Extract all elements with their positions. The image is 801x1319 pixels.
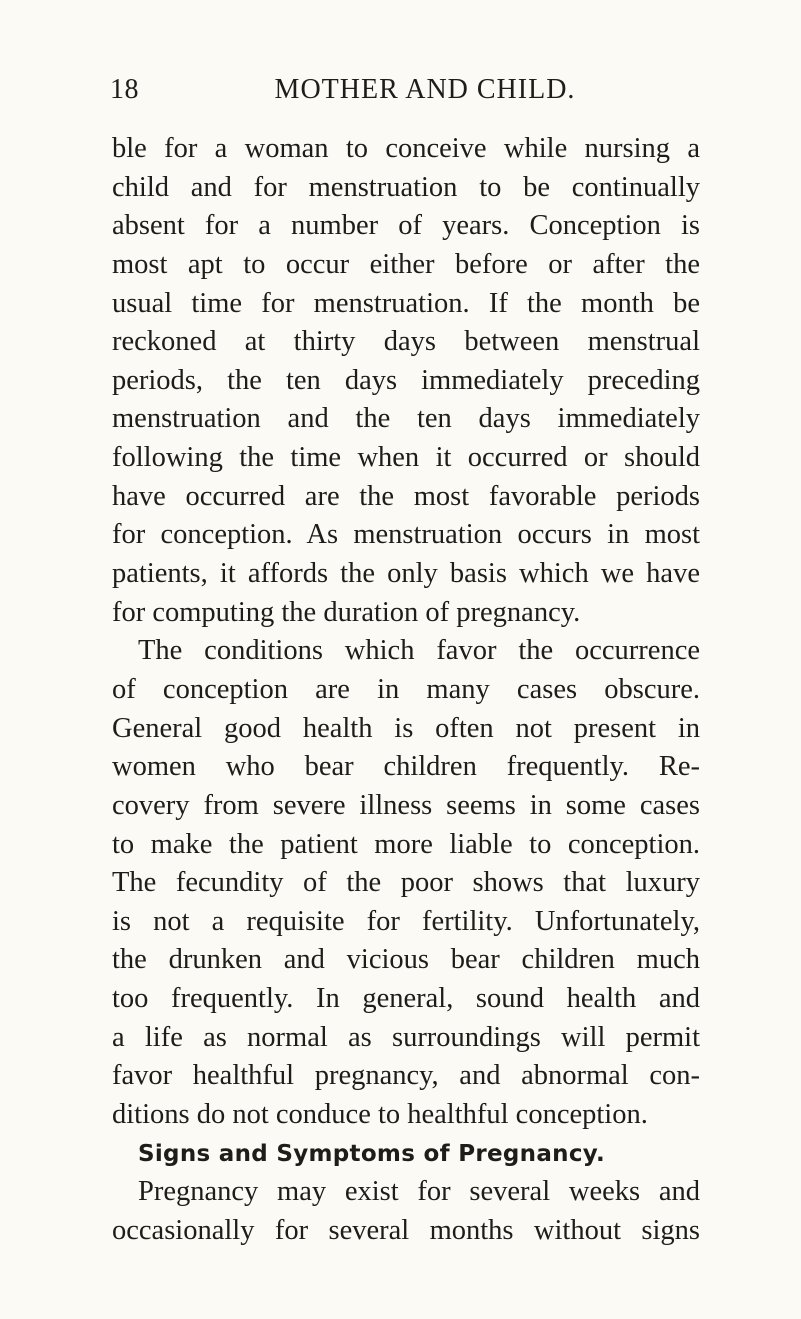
text-line: a life as normal as surroundings will permit xyxy=(112,1021,700,1053)
text-line: to make the patient more liable to conception. xyxy=(112,828,700,860)
paragraph-first-line: Pregnancy may exist for several weeks and xyxy=(138,1176,700,1208)
text-line: most apt to occur either before or after the xyxy=(112,248,700,280)
text-line: menstruation and the ten days immediately xyxy=(112,403,700,435)
text-line: ble for a woman to conceive while nursing a xyxy=(112,133,700,164)
text-line: child and for menstruation to be continually xyxy=(112,171,700,203)
text-line: too frequently. In general, sound health and xyxy=(112,983,700,1015)
text-line: favor healthful pregnancy, and abnormal con- xyxy=(112,1060,700,1092)
text-line: occasionally for several months without signs xyxy=(112,1214,700,1246)
text-line: have occurred are the most favorable periods xyxy=(112,480,700,512)
text-line: covery from severe illness seems in some cases xyxy=(112,789,700,821)
page-number: 18 xyxy=(110,74,139,105)
text-line: women who bear children frequently. Re- xyxy=(112,751,700,783)
text-line: patients, it affords the only basis which we have xyxy=(112,558,700,590)
text-line: periods, the ten days immediately preceding xyxy=(112,364,700,396)
text-line: The fecundity of the poor shows that luxury xyxy=(112,867,700,899)
text-line: ditions do not conduce to healthful conception. xyxy=(112,1099,648,1131)
body-text xyxy=(112,130,700,1251)
page-header xyxy=(110,74,710,114)
text-line: reckoned at thirty days between menstrual xyxy=(112,326,700,358)
running-title: MOTHER AND CHILD. xyxy=(274,74,576,105)
paragraph-first-line: The conditions which favor the occurrence xyxy=(138,635,700,667)
text-line: following the time when it occurred or should xyxy=(112,442,700,474)
section-heading: Signs and Symptoms of Pregnancy. xyxy=(138,1140,605,1167)
text-line: the drunken and vicious bear children much xyxy=(112,944,700,976)
text-line: for computing the duration of pregnancy. xyxy=(112,596,581,628)
text-line: is not a requisite for fertility. Unfortunately, xyxy=(112,905,700,937)
text-line: absent for a number of years. Conception is xyxy=(112,210,700,242)
text-line: General good health is often not present in xyxy=(112,712,700,744)
text-line: of conception are in many cases obscure. xyxy=(112,673,700,705)
text-line: usual time for menstruation. If the month be xyxy=(112,287,700,319)
text-line: for conception. As menstruation occurs in most xyxy=(112,519,700,551)
